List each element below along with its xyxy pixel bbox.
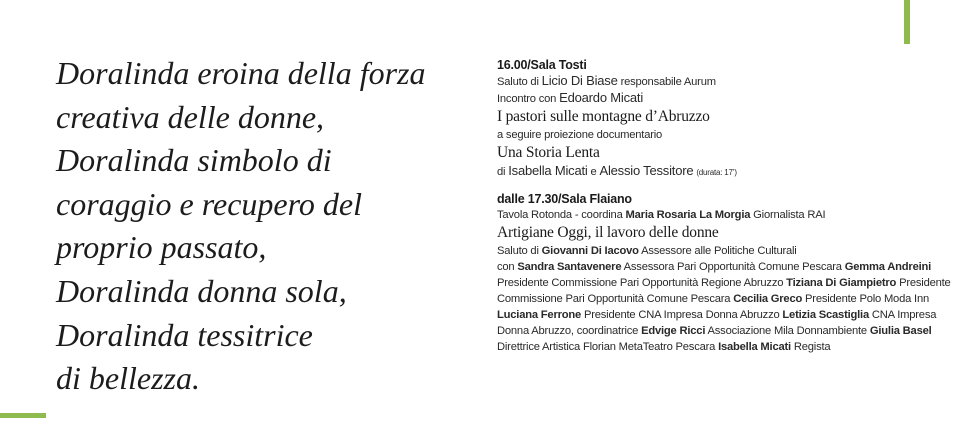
- participant-name: Gemma Andreini: [844, 261, 932, 273]
- participants-line: Presidente Commissione Pari Opportunità Regione Abruzzo Tiziana Di Giampietro Presidente: [497, 277, 951, 289]
- author-name: Isabella Micati: [508, 163, 588, 178]
- moderator-name: Maria Rosaria La Morgia: [625, 209, 751, 221]
- participant-name: Luciana Ferrone: [497, 309, 582, 321]
- documentary-credits: di Isabella Micati e Alessio Tessitore (durata: 17’): [497, 163, 737, 178]
- speaker-name: Giovanni Di Iacovo: [541, 245, 639, 257]
- participant-name: Isabella Micati: [718, 341, 791, 353]
- speaker-name: Licio Di Biase: [541, 73, 618, 88]
- documentary-title: Una Storia Lenta: [497, 144, 600, 161]
- speaker-name: Edoardo Micati: [559, 90, 644, 105]
- session-1-greeting: Saluto di Licio Di Biase responsabile Aurum: [497, 73, 716, 88]
- poem-line: Doralinda tessitrice: [56, 316, 313, 353]
- participant-name: Tiziana Di Giampietro: [786, 277, 897, 289]
- poem-line: Doralinda donna sola,: [56, 272, 347, 309]
- participants-line: Direttrice Artistica Florian MetaTeatro Pescara Isabella Micati Regista: [497, 341, 831, 353]
- poem-line: creativa delle donne,: [56, 98, 325, 135]
- green-accent-bar-bottom: [0, 413, 46, 418]
- event-program: [497, 57, 951, 355]
- participant-name: Cecilia Greco: [733, 293, 803, 305]
- session-1-title: I pastori sulle montagne d’Abruzzo: [497, 108, 710, 125]
- participants-line: Commissione Pari Opportunità Comune Pescara Cecilia Greco Presidente Polo Moda Inn: [497, 293, 929, 305]
- participant-name: Edvige Ricci: [641, 325, 706, 337]
- documentary-duration: (durata: 17’): [696, 168, 737, 177]
- poem-line: coraggio e recupero del: [56, 185, 362, 222]
- participant-name: Sandra Santavenere: [517, 261, 622, 273]
- session-2-title: Artigiane Oggi, il lavoro delle donne: [497, 224, 719, 241]
- participants-line: Donna Abruzzo, coordinatrice Edvige Ricci Associazione Mila Donnambiente Giulia Basel: [497, 325, 932, 337]
- participant-name: Giulia Basel: [869, 325, 932, 337]
- session-2-greeting: Saluto di Giovanni Di Iacovo Assessore alle Politiche Culturali: [497, 245, 797, 257]
- poem-line: proprio passato,: [56, 229, 267, 266]
- session-1-meeting: Incontro con Edoardo Micati: [497, 90, 644, 105]
- session-2-heading: dalle 17.30/Sala Flaiano: [497, 192, 632, 206]
- session-1-follow-note: a seguire proiezione documentario: [497, 129, 663, 141]
- round-table-line: Tavola Rotonda - coordina Maria Rosaria La Morgia Giornalista RAI: [497, 209, 826, 221]
- author-name: Alessio Tessitore: [599, 163, 694, 178]
- participants-line: Luciana Ferrone Presidente CNA Impresa Donna Abruzzo Letizia Scastiglia CNA Impresa: [497, 309, 937, 321]
- poem-line: Doralinda eroina della forza: [56, 55, 426, 91]
- participants-line: con Sandra Santavenere Assessora Pari Opportunità Comune Pescara Gemma Andreini: [497, 261, 932, 273]
- green-accent-bar-top: [904, 0, 910, 44]
- session-1-heading: 16.00/Sala Tosti: [497, 58, 587, 72]
- participant-name: Letizia Scastiglia: [782, 309, 869, 321]
- poem-text: [56, 52, 476, 401]
- poem-line: di bellezza.: [56, 360, 200, 397]
- poem-line: Doralinda simbolo di: [56, 142, 332, 179]
